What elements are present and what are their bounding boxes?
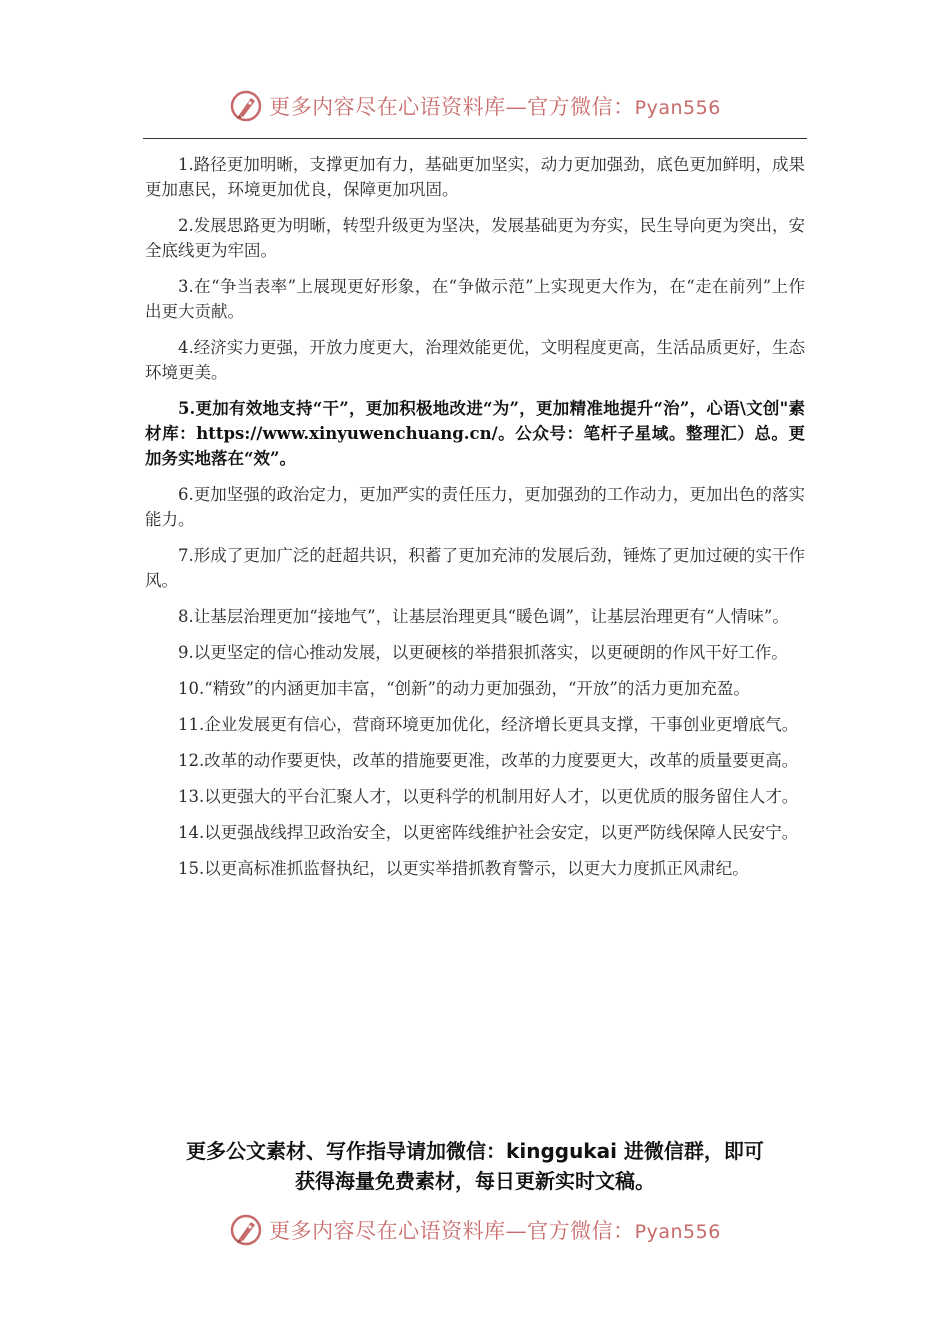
paragraph-8: 8.让基层治理更加“接地气”，让基层治理更具“暖色调”，让基层治理更有“人情味”。 xyxy=(178,607,789,626)
paragraph-9: 9.以更坚定的信心推动发展，以更硬核的举措狠抓落实，以更硬朗的作风干好工作。 xyxy=(178,643,788,662)
paragraph-2: 2.发展思路更为明晰，转型升级更为坚决，发展基础更为夯实，民生导向更为突出，安全底线更为牢固。 xyxy=(145,216,805,260)
brand-text xyxy=(269,91,721,121)
paragraph-4: 4.经济实力更强，开放力度更大，治理效能更优，文明程度更高，生活品质更好，生态环境更美。 xyxy=(145,338,805,382)
paragraph-7: 7.形成了更加广泛的赶超共识，积蓄了更加充沛的发展后劲，锤炼了更加过硬的实干作风。 xyxy=(145,546,805,590)
promo-line-2: 获得海量免费素材，每日更新实时文稿。 xyxy=(295,1169,655,1193)
pen-nib-circle-icon xyxy=(229,1213,263,1247)
brand-handle: Pyan556 xyxy=(634,1221,721,1243)
paragraph-15: 15.以更高标准抓监督执纪，以更实举措抓教育警示，以更大力度抓正风肃纪。 xyxy=(178,859,749,878)
document-body xyxy=(145,152,805,892)
paragraph-5: 5.更加有效地支持“干”，更加积极地改进“为”，更加精准地提升“治”，心语\文创"素材库：https://www.xinyuwenchuang.cn/。公众号：笔杆子星域。整理汇）总。更加务实地落在“效”。 xyxy=(145,399,805,468)
brand-slogan: 更多内容尽在心语资料库—官方微信： xyxy=(269,1219,635,1243)
paragraph-14: 14.以更强战线捍卫政治安全，以更密阵线维护社会安定，以更严防线保障人民安宁。 xyxy=(178,823,799,842)
promo-block xyxy=(120,1136,830,1196)
paragraph-13: 13.以更强大的平台汇聚人才，以更科学的机制用好人才，以更优质的服务留住人才。 xyxy=(178,787,799,806)
paragraph-1: 1.路径更加明晰，支撑更加有力，基础更加坚实，动力更加强劲，底色更加鲜明，成果更加惠民，环境更加优良，保障更加巩固。 xyxy=(145,155,805,199)
header-brand xyxy=(0,84,950,128)
paragraph-12: 12.改革的动作要更快，改革的措施要更准，改革的力度要更大，改革的质量要更高。 xyxy=(178,751,799,770)
header-divider xyxy=(143,138,807,139)
pen-nib-circle-icon xyxy=(229,89,263,123)
brand-text xyxy=(269,1215,721,1245)
paragraph-6: 6.更加坚强的政治定力，更加严实的责任压力，更加强劲的工作动力，更加出色的落实能力。 xyxy=(145,485,805,529)
paragraph-11: 11.企业发展更有信心，营商环境更加优化，经济增长更具支撑，干事创业更增底气。 xyxy=(178,715,799,734)
promo-line-1: 更多公文素材、写作指导请加微信：kinggukai 进微信群，即可 xyxy=(186,1139,764,1163)
footer-brand xyxy=(0,1208,950,1252)
paragraph-10: 10.“精致”的内涵更加丰富，“创新”的动力更加强劲，“开放”的活力更加充盈。 xyxy=(178,679,750,698)
paragraph-3: 3.在“争当表率”上展现更好形象，在“争做示范”上实现更大作为，在“走在前列”上作出更大贡献。 xyxy=(145,277,805,321)
brand-slogan: 更多内容尽在心语资料库—官方微信： xyxy=(269,95,635,119)
brand-handle: Pyan556 xyxy=(634,97,721,119)
